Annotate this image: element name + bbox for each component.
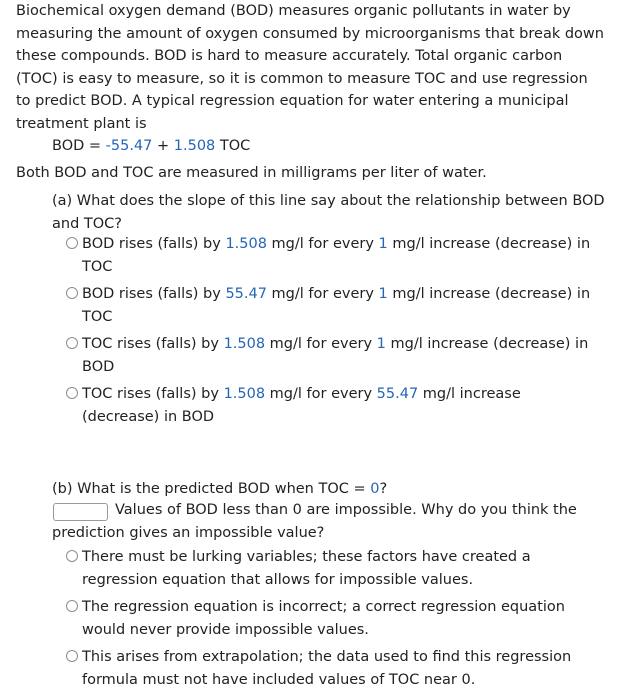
option-number: 1 — [376, 336, 386, 352]
option-number: 55.47 — [376, 386, 419, 402]
regression-equation — [52, 136, 250, 156]
predicted-bod-input[interactable] — [53, 503, 108, 521]
option-text — [82, 283, 611, 328]
intro-line: (TOC) is easy to measure, so it is common to measure TOC and use regression — [16, 70, 588, 87]
option-text-part: TOC rises (falls) by — [82, 386, 224, 402]
option-text-part: BOD rises (falls) by — [82, 236, 226, 252]
part-b-option-2[interactable] — [66, 596, 611, 641]
intro-line: these compounds. BOD is hard to measure accurately. Total organic carbon — [16, 48, 563, 65]
part-b-option-1[interactable] — [66, 546, 611, 591]
option-number: 1 — [378, 236, 388, 252]
option-number: 1.508 — [225, 236, 267, 252]
part-b-question — [52, 478, 387, 500]
radio-button[interactable] — [66, 287, 78, 299]
equation-plus: + — [152, 138, 174, 154]
intro-line: measuring the amount of oxygen consumed by microorganisms that break down — [16, 25, 604, 42]
part-a-question: (a) What does the slope of this line say about the relationship between BOD and TOC? — [52, 193, 605, 232]
intro-paragraph — [16, 0, 616, 136]
option-text-part: mg/l for every — [265, 336, 377, 352]
option-text-part: mg/l increase (decrease) in TOC — [82, 236, 591, 275]
option-text-part: mg/l for every — [265, 386, 377, 402]
option-text — [82, 383, 546, 428]
intro-line: treatment plant is — [16, 115, 147, 132]
part-a-option-4[interactable] — [66, 383, 546, 428]
option-number: 1 — [378, 286, 388, 302]
radio-button[interactable] — [66, 550, 78, 562]
option-text-part: mg/l increase (decrease) in TOC — [82, 286, 591, 325]
radio-button[interactable] — [66, 600, 78, 612]
part-a-option-2[interactable] — [66, 283, 611, 328]
radio-button[interactable] — [66, 650, 78, 662]
units-note: Both BOD and TOC are measured in milligrams per liter of water. — [16, 165, 487, 181]
toc-value: 0 — [370, 481, 380, 497]
equation-intercept: -55.47 — [105, 138, 153, 154]
equation-suffix: TOC — [215, 138, 251, 154]
followup-text: Values of BOD less than 0 are impossible. Why do you think the prediction gives an impossible value? — [52, 502, 577, 541]
part-a-option-3[interactable] — [66, 333, 611, 378]
option-text-part: mg/l increase (decrease) in BOD — [82, 336, 589, 375]
part-a-option-1[interactable] — [66, 233, 611, 278]
equation-prefix: BOD = — [52, 138, 106, 154]
option-number: 1.508 — [223, 386, 266, 402]
option-text-part: mg/l increase (decrease) in BOD — [82, 386, 521, 425]
question-text: ? — [379, 481, 388, 497]
radio-button[interactable] — [66, 387, 78, 399]
option-number: 1.508 — [223, 336, 266, 352]
option-text-part: mg/l for every — [266, 236, 379, 252]
part-b-option-3[interactable] — [66, 646, 611, 691]
option-text-part: TOC rises (falls) by — [82, 336, 224, 352]
option-text-part: BOD rises (falls) by — [82, 286, 226, 302]
option-text: The regression equation is incorrect; a correct regression equation would never provide impossible values. — [82, 599, 565, 638]
option-number: 55.47 — [225, 286, 267, 302]
intro-line: Biochemical oxygen demand (BOD) measures organic pollutants in water by — [16, 3, 571, 19]
radio-button[interactable] — [66, 337, 78, 349]
option-text-part: mg/l for every — [266, 286, 379, 302]
option-text: There must be lurking variables; these factors have created a regression equation that allows for impossible values. — [82, 549, 531, 588]
option-text — [82, 333, 611, 378]
question-text: (b) What is the predicted BOD when TOC = — [52, 481, 371, 497]
radio-button[interactable] — [66, 237, 78, 249]
option-text — [82, 233, 611, 278]
option-text: This arises from extrapolation; the data used to find this regression formula must not have included values of TOC near 0. — [82, 649, 572, 688]
intro-line: to predict BOD. A typical regression equation for water entering a municipal — [16, 93, 569, 110]
equation-slope: 1.508 — [173, 138, 216, 154]
part-b-followup — [52, 499, 612, 544]
